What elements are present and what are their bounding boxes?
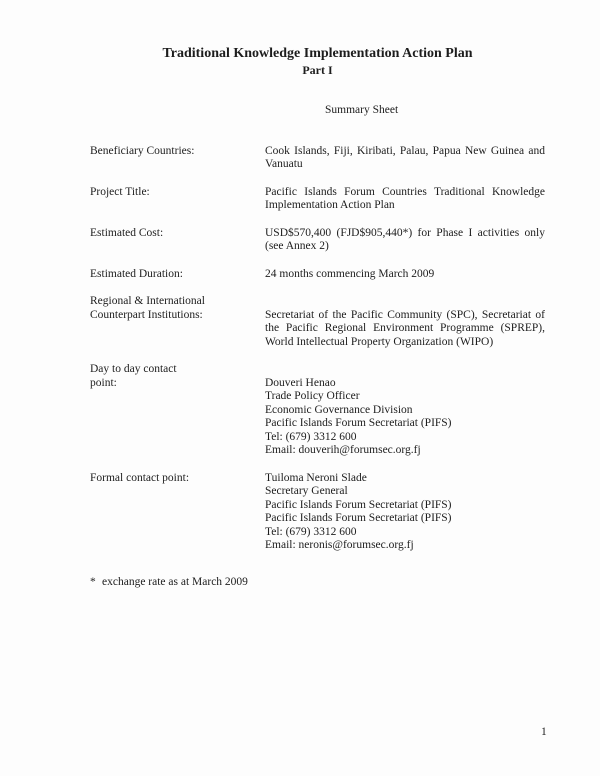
row-day-to-day-contact: [90, 363, 545, 458]
contact-title: Secretary General: [265, 485, 348, 497]
row-value: [265, 145, 545, 172]
row-estimated-duration: [90, 268, 545, 282]
row-beneficiary-countries: [90, 145, 545, 172]
row-value: [265, 227, 545, 254]
row-estimated-cost: [90, 227, 545, 254]
text-line: Implementation Action Plan: [265, 199, 395, 211]
row-value: [265, 472, 545, 553]
contact-email: Email: douverih@forumsec.org.fj: [265, 444, 421, 456]
footnote-marker: *: [90, 575, 96, 588]
label-line: Counterpart Institutions:: [90, 308, 203, 321]
row-value: [265, 295, 545, 349]
text-line: Cook Islands, Fiji, Kiribati, Palau, Papua New Guinea and: [265, 144, 545, 157]
row-label: [90, 268, 265, 282]
contact-organization: Pacific Islands Forum Secretariat (PIFS): [265, 417, 452, 429]
label-line: Formal contact point:: [90, 471, 190, 484]
label-line: point:: [90, 376, 117, 389]
row-label: [90, 186, 265, 200]
contact-organization: Pacific Islands Forum Secretariat (PIFS): [265, 498, 452, 511]
contact-organization: Pacific Islands Forum Secretariat (PIFS): [265, 512, 452, 524]
row-project-title: [90, 186, 545, 213]
row-value: [265, 363, 545, 458]
label-line: Estimated Cost:: [90, 226, 164, 239]
contact-phone: Tel: (679) 3312 600: [265, 430, 357, 443]
text-line: Secretariat of the Pacific Community (SPC), Secretariat of: [265, 308, 545, 321]
text-line: the Pacific Regional Environment Programme (SPREP),: [265, 322, 545, 334]
text-line: World Intellectual Property Organization (WIPO): [265, 335, 494, 348]
contact-email: Email: neronis@forumsec.org.fj: [265, 539, 414, 551]
row-label: [90, 145, 265, 159]
row-label: [90, 472, 265, 486]
text-line: 24 months commencing March 2009: [265, 267, 435, 280]
label-line: Beneficiary Countries:: [90, 144, 195, 157]
text-line: Vanuatu: [265, 158, 303, 170]
row-formal-contact: [90, 472, 545, 553]
page-number: 1: [541, 726, 547, 738]
summary-sheet-rows: [90, 145, 545, 553]
label-line: Regional & International: [90, 295, 205, 307]
document-title: Traditional Knowledge Implementation Action Plan: [162, 46, 473, 61]
contact-phone: Tel: (679) 3312 600: [265, 525, 357, 538]
contact-name: Tuiloma Neroni Slade: [265, 471, 367, 484]
footnote: [90, 576, 545, 590]
section-heading: Summary Sheet: [325, 104, 399, 116]
row-value: [265, 268, 545, 282]
contact-name: Douveri Henao: [265, 376, 336, 389]
label-line: Estimated Duration:: [90, 267, 183, 280]
contact-division: Economic Governance Division: [265, 403, 413, 416]
label-line: Project Title:: [90, 185, 150, 198]
document-content: [90, 45, 545, 589]
row-counterpart-institutions: [90, 295, 545, 349]
row-label: [90, 227, 265, 241]
row-label: [90, 295, 265, 322]
document-subtitle: Part I: [302, 63, 333, 77]
text-line: (see Annex 2): [265, 240, 329, 252]
footnote-text: exchange rate as at March 2009: [102, 575, 248, 588]
contact-title: Trade Policy Officer: [265, 390, 360, 402]
row-value: [265, 186, 545, 213]
row-label: [90, 363, 265, 390]
label-line: Day to day contact: [90, 363, 177, 375]
text-line: USD$570,400 (FJD$905,440*) for Phase I activities only: [265, 226, 545, 239]
text-line: Pacific Islands Forum Countries Traditional Knowledge: [265, 185, 545, 198]
